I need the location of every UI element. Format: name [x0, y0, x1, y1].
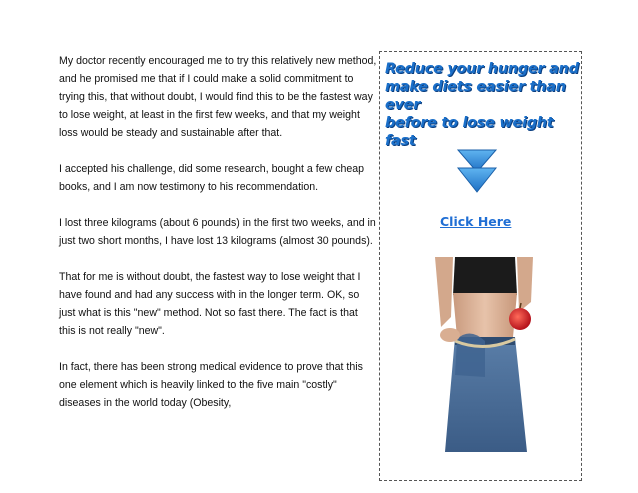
ad-headline[interactable]	[385, 60, 580, 150]
ad-headline-line-1: Reduce your hunger and	[385, 61, 579, 77]
article-paragraph-5: In fact, there has been strong medical evidence to prove that this one element which is heavily linked to the five main "costly" diseases in the world today (Obesity,	[59, 361, 363, 409]
article-paragraph-1: My doctor recently encouraged me to try this relatively new method, and he promised me that if I could make a solid commitment to trying this, that without doubt, I would find this to be the fastest way to lose weight, at least in the first few weeks, and that my weight loss would be steady and sustainable after that.	[59, 55, 377, 139]
article-paragraph-4: That for me is without doubt, the fastest way to lose weight that I have found and had any success with in the longer term. OK, so just what is this "new" method. Not so fast there. The fact is that this is not really "new".	[59, 271, 361, 337]
woman-waist-apple-image[interactable]	[415, 257, 555, 452]
ad-banner[interactable]	[379, 51, 582, 481]
article-body	[59, 52, 377, 430]
ad-headline-line-2: make diets easier than ever	[385, 79, 566, 113]
article-paragraph-2: I accepted his challenge, did some research, bought a few cheap books, and I am now testimony to his recommendation.	[59, 163, 365, 193]
click-here-link[interactable]: Click Here	[440, 214, 512, 229]
ad-headline-line-3: before to lose weight fast	[385, 115, 554, 149]
article-paragraph-3: I lost three kilograms (about 6 pounds) in the first two weeks, and in just two short months, I have lost 13 kilograms (almost 30 pounds).	[59, 217, 376, 247]
double-chevron-down-icon[interactable]	[456, 148, 498, 194]
